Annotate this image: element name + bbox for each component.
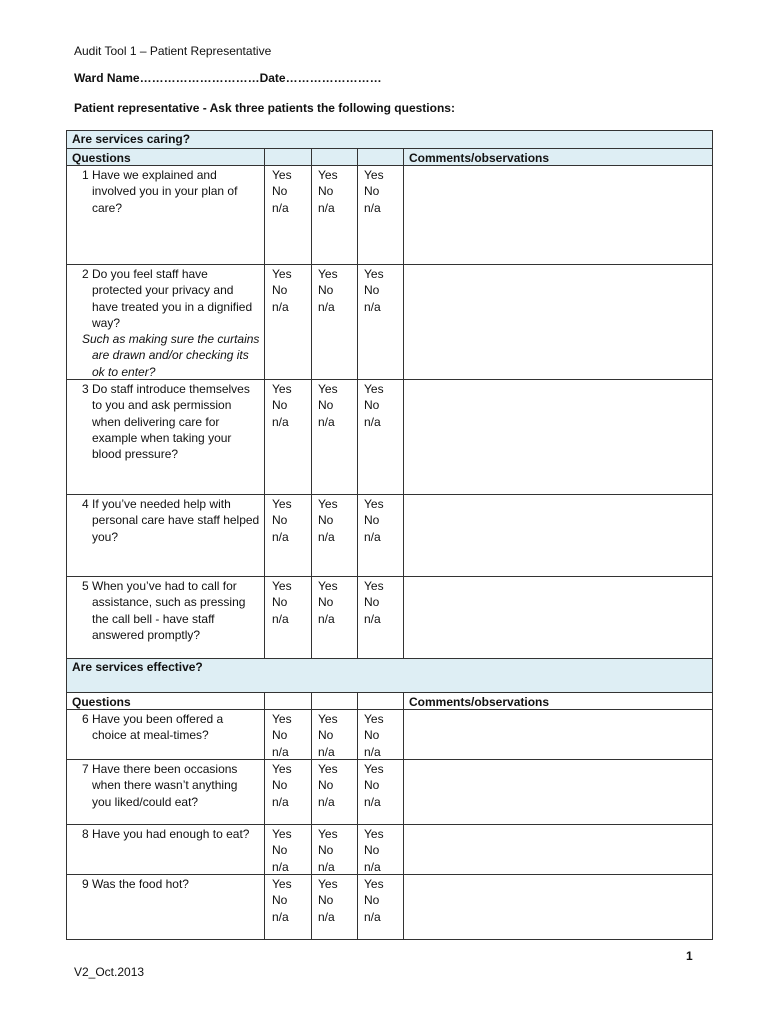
question-text: Have we explained and involved you in your plan of care? [92, 168, 238, 215]
patient-2-answer[interactable]: Yes No n/a [312, 495, 358, 576]
question-cell [67, 166, 265, 264]
patient-3-answer[interactable]: Yes No n/a [358, 166, 404, 264]
patient-1-answer[interactable]: Yes No n/a [265, 577, 312, 658]
patient-1-answer[interactable]: Yes No n/a [265, 760, 312, 824]
question-cell [67, 710, 265, 759]
table-row [67, 380, 712, 495]
comments-cell[interactable] [404, 495, 712, 576]
audit-table [66, 130, 713, 940]
patient-2-answer[interactable]: Yes No n/a [312, 760, 358, 824]
patient-3-answer[interactable]: Yes No n/a [358, 710, 404, 759]
patient-1-answer[interactable]: Yes No n/a [265, 875, 312, 939]
table-row [67, 760, 712, 825]
questions-header: Questions [67, 149, 265, 165]
patient-3-answer[interactable]: Yes No n/a [358, 825, 404, 874]
patient-2-answer[interactable]: Yes No n/a [312, 710, 358, 759]
question-text: Have there been occasions when there wasn’t anything you liked/could eat? [92, 762, 238, 809]
section-title: Are services effective? [72, 660, 203, 674]
patient-3-answer[interactable]: Yes No n/a [358, 495, 404, 576]
comments-cell[interactable] [404, 166, 712, 264]
question-cell [67, 577, 265, 658]
patient-2-answer[interactable]: Yes No n/a [312, 875, 358, 939]
table-row [67, 577, 712, 659]
comments-cell[interactable] [404, 577, 712, 658]
patient-2-answer[interactable]: Yes No n/a [312, 166, 358, 264]
intro-text: Patient representative - Ask three patients the following questions: [74, 101, 455, 115]
question-number: 6 [82, 712, 89, 726]
question-number: 1 [82, 168, 89, 182]
patient-3-answer[interactable]: Yes No n/a [358, 380, 404, 494]
comments-cell[interactable] [404, 825, 712, 874]
section-title: Are services caring? [72, 132, 191, 146]
section-title-row [67, 659, 712, 693]
patient-3-answer[interactable]: Yes No n/a [358, 265, 404, 379]
question-cell [67, 380, 265, 494]
patient-2-answer[interactable]: Yes No n/a [312, 265, 358, 379]
patient-1-answer[interactable]: Yes No n/a [265, 495, 312, 576]
patient-3-answer[interactable]: Yes No n/a [358, 875, 404, 939]
version-footer: V2_Oct.2013 [74, 965, 145, 979]
table-row [67, 495, 712, 577]
page-number: 1 [686, 949, 693, 963]
question-number: 4 [82, 497, 89, 511]
table-row [67, 710, 712, 760]
question-cell [67, 825, 265, 874]
question-number: 3 [82, 382, 89, 396]
question-number: 2 [82, 267, 89, 281]
table-row [67, 875, 712, 939]
question-number: 8 [82, 827, 89, 841]
comments-cell[interactable] [404, 875, 712, 939]
question-text: When you’ve had to call for assistance, such as pressing the call bell - have staff answered promptly? [92, 579, 246, 642]
ward-date-line: Ward Name…………………………Date…………………… [74, 71, 382, 85]
question-cell [67, 265, 265, 379]
patient-1-answer[interactable]: Yes No n/a [265, 825, 312, 874]
questions-header: Questions [67, 693, 265, 709]
question-text: Have you had enough to eat? [92, 827, 250, 841]
question-text: Do staff introduce themselves to you and ask permission when delivering care for example when taking your blood pressure? [92, 382, 250, 462]
question-note: Such as making sure the curtains are drawn and/or checking its ok to enter? [82, 332, 260, 379]
question-cell [67, 760, 265, 824]
question-number: 5 [82, 579, 89, 593]
patient-1-answer[interactable]: Yes No n/a [265, 166, 312, 264]
patient-2-answer[interactable]: Yes No n/a [312, 577, 358, 658]
patient-1-answer[interactable]: Yes No n/a [265, 265, 312, 379]
column-header-row [67, 149, 712, 166]
question-text: Was the food hot? [92, 877, 189, 891]
comments-header: Comments/observations [409, 695, 550, 709]
table-row [67, 166, 712, 265]
question-number: 9 [82, 877, 89, 891]
table-row [67, 265, 712, 380]
patient-3-answer[interactable]: Yes No n/a [358, 577, 404, 658]
question-text: Have you been offered a choice at meal-times? [92, 712, 224, 743]
comments-cell[interactable] [404, 710, 712, 759]
patient-2-answer[interactable]: Yes No n/a [312, 825, 358, 874]
question-cell [67, 875, 265, 939]
comments-header: Comments/observations [409, 151, 550, 165]
column-header-row [67, 693, 712, 710]
patient-3-answer[interactable]: Yes No n/a [358, 760, 404, 824]
patient-2-answer[interactable]: Yes No n/a [312, 380, 358, 494]
patient-1-answer[interactable]: Yes No n/a [265, 710, 312, 759]
patient-1-answer[interactable]: Yes No n/a [265, 380, 312, 494]
table-row [67, 825, 712, 875]
section-title-row [67, 131, 712, 149]
comments-cell[interactable] [404, 760, 712, 824]
question-number: 7 [82, 762, 89, 776]
document-title: Audit Tool 1 – Patient Representative [74, 44, 272, 58]
question-text: Do you feel staff have protected your privacy and have treated you in a dignified way? [92, 267, 253, 330]
comments-cell[interactable] [404, 265, 712, 379]
question-cell [67, 495, 265, 576]
question-text: If you’ve needed help with personal care have staff helped you? [92, 497, 260, 544]
comments-cell[interactable] [404, 380, 712, 494]
